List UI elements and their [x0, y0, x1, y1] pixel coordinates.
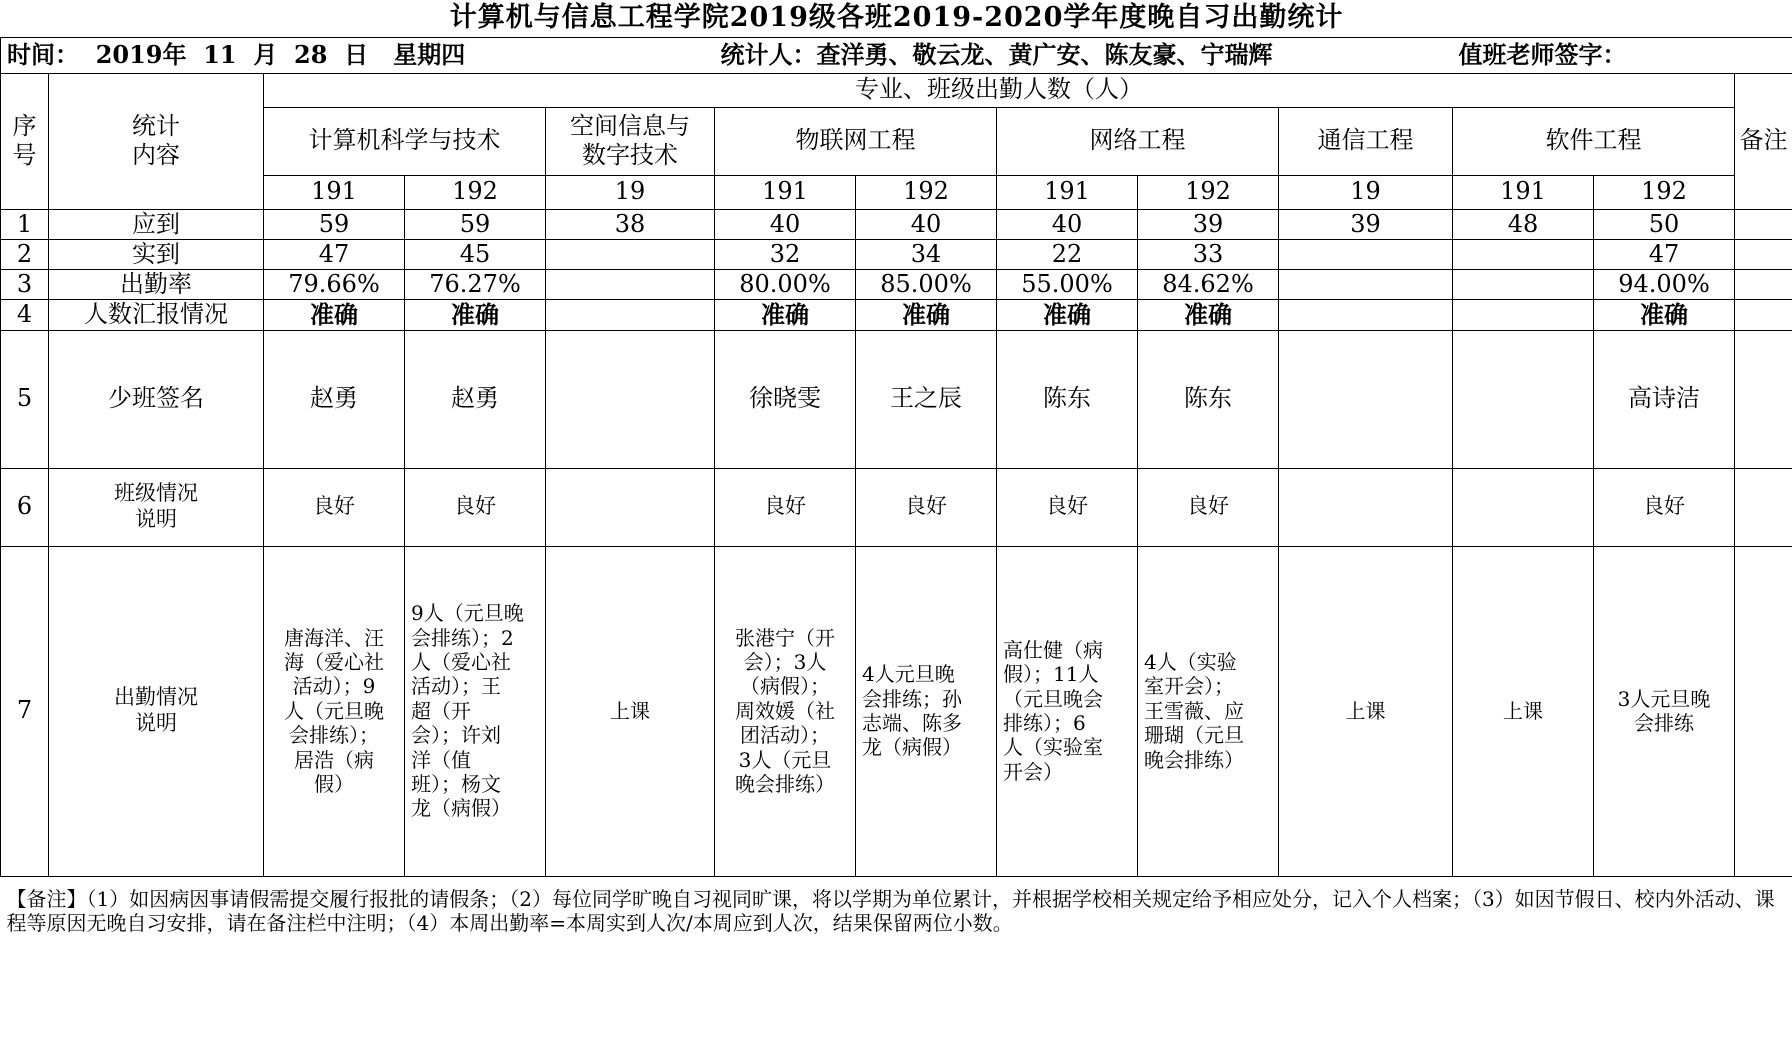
data-cell [546, 300, 715, 330]
class-header: 191 [264, 175, 405, 209]
remark-cell [1735, 546, 1792, 876]
class-header: 191 [1453, 175, 1594, 209]
data-cell: 高仕健（病 假）；11人 （元旦晚会 排练）；6 人（实验室 开会） [997, 546, 1138, 876]
data-cell: 4人元旦晚 会排练；孙 志端、陈多 龙（病假） [856, 546, 997, 876]
data-cell: 良好 [856, 468, 997, 546]
data-cell: 准确 [405, 300, 546, 330]
data-cell [1453, 330, 1594, 468]
data-cell [1279, 270, 1453, 300]
data-cell: 上课 [1279, 546, 1453, 876]
data-cell: 准确 [264, 300, 405, 330]
class-header: 192 [1138, 175, 1279, 209]
data-cell: 张港宁（开 会）；3人 （病假）； 周效媛（社 团活动）； 3人（元旦 晚会排练） [715, 546, 856, 876]
data-cell: 上课 [546, 546, 715, 876]
data-cell: 84.62% [1138, 270, 1279, 300]
data-cell: 47 [264, 239, 405, 269]
data-cell: 准确 [715, 300, 856, 330]
data-cell: 76.27% [405, 270, 546, 300]
class-header: 191 [715, 175, 856, 209]
data-cell: 59 [264, 209, 405, 239]
data-cell: 徐晓雯 [715, 330, 856, 468]
table-row [1, 209, 1792, 239]
data-cell: 陈东 [1138, 330, 1279, 468]
table-row [1, 330, 1792, 468]
data-cell [1453, 300, 1594, 330]
row-number: 6 [1, 468, 49, 546]
data-cell [1453, 239, 1594, 269]
data-cell: 55.00% [997, 270, 1138, 300]
seq-header: 序号 [1, 73, 49, 209]
date-info: 时间： 2019年 11 月 28 日 星期四 [1, 37, 715, 73]
table-row [1, 468, 1792, 546]
data-cell: 80.00% [715, 270, 856, 300]
table-row [1, 239, 1792, 269]
class-header: 191 [997, 175, 1138, 209]
remark-cell [1735, 209, 1792, 239]
data-cell: 唐海洋、汪 海（爱心社 活动）；9 人（元旦晚 会排练）； 居浩（病 假） [264, 546, 405, 876]
table-row [1, 270, 1792, 300]
row-label: 班级情况 说明 [49, 468, 264, 546]
class-header: 192 [405, 175, 546, 209]
data-cell [1453, 270, 1594, 300]
remark-cell [1735, 270, 1792, 300]
data-cell: 良好 [997, 468, 1138, 546]
data-cell: 良好 [1594, 468, 1735, 546]
data-cell: 22 [997, 239, 1138, 269]
table-row [1, 300, 1792, 330]
data-cell: 准确 [997, 300, 1138, 330]
data-cell: 48 [1453, 209, 1594, 239]
row-label: 出勤率 [49, 270, 264, 300]
row-number: 3 [1, 270, 49, 300]
data-cell: 赵勇 [264, 330, 405, 468]
recorders-info: 统计人：查洋勇、敬云龙、黄广安、陈友豪、宁瑞辉 [715, 37, 1453, 73]
row-label: 应到 [49, 209, 264, 239]
major-header: 通信工程 [1279, 107, 1453, 175]
data-cell [1453, 468, 1594, 546]
data-cell [546, 239, 715, 269]
row-number: 2 [1, 239, 49, 269]
data-cell [1279, 300, 1453, 330]
data-cell: 赵勇 [405, 330, 546, 468]
major-header: 空间信息与 数字技术 [546, 107, 715, 175]
data-cell: 9人（元旦晚 会排练）；2 人（爱心社 活动）；王 超（开 会）；许刘 洋（值 班）；杨文 龙（病假） [405, 546, 546, 876]
major-header: 网络工程 [997, 107, 1279, 175]
teacher-signature-label: 值班老师签字： [1453, 37, 1792, 73]
data-cell [1279, 330, 1453, 468]
remark-cell [1735, 330, 1792, 468]
data-cell: 39 [1279, 209, 1453, 239]
row-number: 5 [1, 330, 49, 468]
data-cell: 33 [1138, 239, 1279, 269]
data-cell: 准确 [856, 300, 997, 330]
data-cell: 79.66% [264, 270, 405, 300]
remark-cell [1735, 300, 1792, 330]
data-cell: 3人元旦晚 会排练 [1594, 546, 1735, 876]
class-header: 19 [1279, 175, 1453, 209]
major-header: 软件工程 [1453, 107, 1735, 175]
row-number: 4 [1, 300, 49, 330]
row-label: 少班签名 [49, 330, 264, 468]
data-cell: 准确 [1138, 300, 1279, 330]
class-header: 192 [1594, 175, 1735, 209]
sheet-title: 计算机与信息工程学院2019级各班2019-2020学年度晚自习出勤统计 [1, 0, 1792, 37]
major-header: 计算机科学与技术 [264, 107, 546, 175]
data-cell: 39 [1138, 209, 1279, 239]
data-cell [1279, 239, 1453, 269]
data-cell [546, 330, 715, 468]
class-header: 192 [856, 175, 997, 209]
data-cell: 50 [1594, 209, 1735, 239]
data-cell: 良好 [264, 468, 405, 546]
row-label: 实到 [49, 239, 264, 269]
remark-header: 备注 [1735, 73, 1792, 209]
data-cell: 40 [997, 209, 1138, 239]
data-cell: 良好 [1138, 468, 1279, 546]
data-cell: 良好 [405, 468, 546, 546]
data-cell: 34 [856, 239, 997, 269]
major-header: 物联网工程 [715, 107, 997, 175]
row-number: 7 [1, 546, 49, 876]
data-cell: 40 [715, 209, 856, 239]
row-label: 出勤情况 说明 [49, 546, 264, 876]
data-cell [546, 270, 715, 300]
data-cell: 38 [546, 209, 715, 239]
row-label: 人数汇报情况 [49, 300, 264, 330]
remark-cell [1735, 239, 1792, 269]
data-cell: 40 [856, 209, 997, 239]
data-cell: 上课 [1453, 546, 1594, 876]
data-cell: 良好 [715, 468, 856, 546]
data-cell [1279, 468, 1453, 546]
data-cell: 陈东 [997, 330, 1138, 468]
data-cell: 王之辰 [856, 330, 997, 468]
remark-cell [1735, 468, 1792, 546]
data-cell: 32 [715, 239, 856, 269]
data-cell: 高诗洁 [1594, 330, 1735, 468]
footer-note: 【备注】（1）如因病因事请假需提交履行报批的请假条；（2）每位同学旷晚自习视同旷课，将以学期为单位累计，并根据学校相关规定给予相应处分，记入个人档案；（3）如因节假日、校内外活动、课程等原因无晚自习安排，请在备注栏中注明；（4）本周出勤率=本周实到人次/本周应到人次，结果保留两位小数。 [1, 876, 1792, 946]
data-cell: 45 [405, 239, 546, 269]
class-header: 19 [546, 175, 715, 209]
data-cell: 47 [1594, 239, 1735, 269]
row-number: 1 [1, 209, 49, 239]
data-cell: 59 [405, 209, 546, 239]
data-cell: 94.00% [1594, 270, 1735, 300]
content-header: 统计 内容 [49, 73, 264, 209]
group-header: 专业、班级出勤人数（人） [264, 73, 1735, 107]
data-cell [546, 468, 715, 546]
data-cell: 准确 [1594, 300, 1735, 330]
data-cell: 4人（实验 室开会）； 王雪薇、应 珊瑚（元旦 晚会排练） [1138, 546, 1279, 876]
table-row [1, 546, 1792, 876]
data-cell: 85.00% [856, 270, 997, 300]
